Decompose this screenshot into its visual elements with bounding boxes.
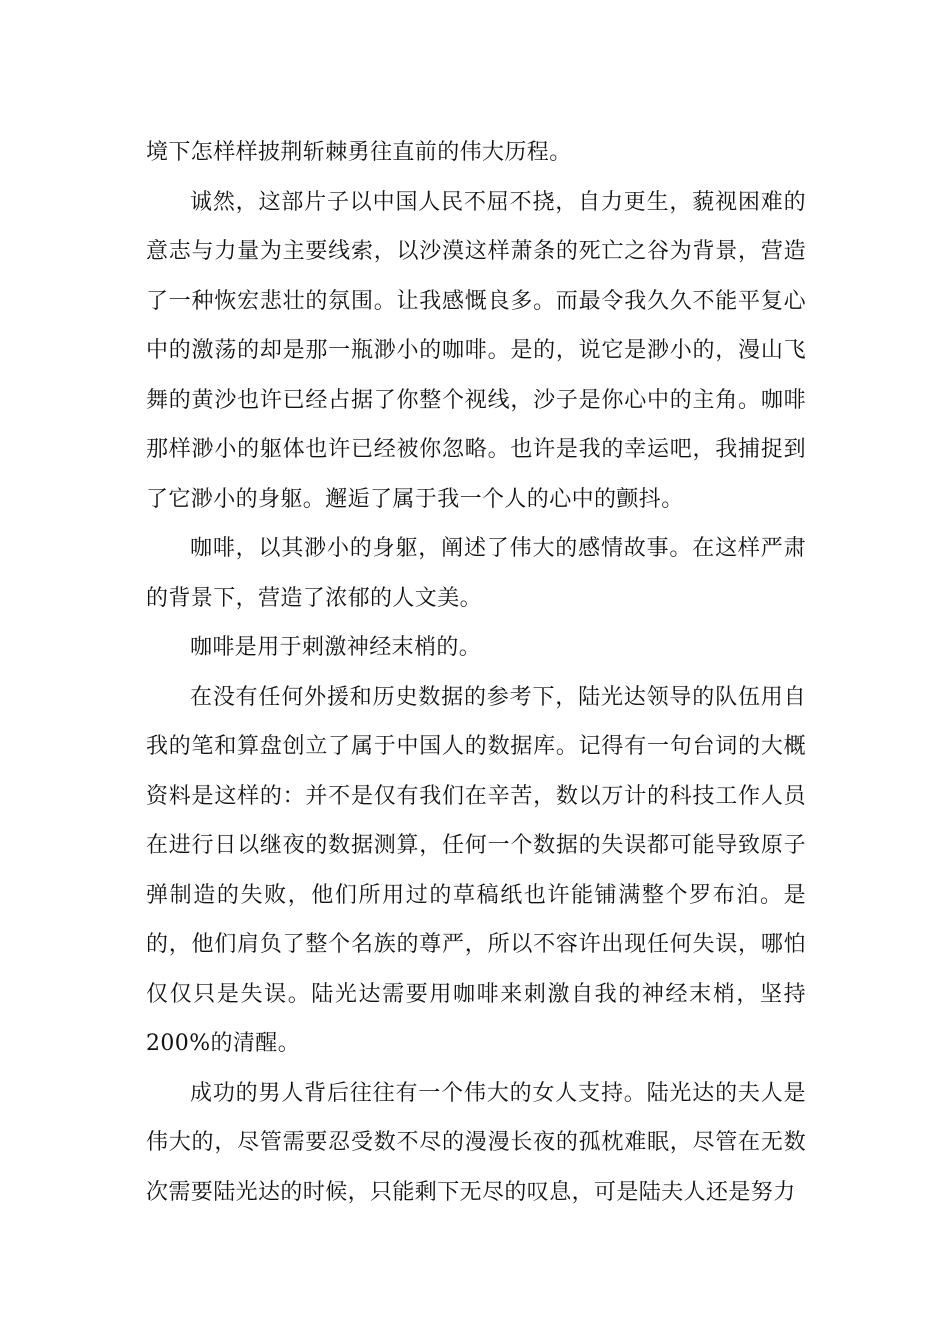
paragraph-3: 咖啡，以其渺小的身躯，阐述了伟大的感情故事。在这样严肃的背景下，营造了浓郁的人文美。 (146, 536, 806, 611)
paragraph-4: 咖啡是用于刺激神经末梢的。 (190, 635, 482, 660)
paragraph-2: 诚然，这部片子以中国人民不屈不挠，自力更生，藐视困难的意志与力量为主要线索，以沙漠这样萧条的死亡之谷为背景，营造了一种恢宏悲壮的氛围。让我感慨良多。而最令我久久不能平复心中的激荡的却是那一瓶渺小的咖啡。是的，说它是渺小的，漫山飞舞的黄沙也许已经占据了你整个视线，沙子是你心中的主角。咖啡那样渺小的躯体也许已经被你忽略。也许是我的幸运吧，我捕捉到了它渺小的身躯。邂逅了属于我一个人的心中的颤抖。 (146, 189, 806, 512)
document-body (146, 128, 806, 1217)
paragraph-5: 在没有任何外援和历史数据的参考下，陆光达领导的队伍用自我的笔和算盘创立了属于中国人的数据库。记得有一句台词的大概资料是这样的：并不是仅有我们在辛苦，数以万计的科技工作人员在进行日以继夜的数据测算，任何一个数据的失误都可能导致原子弹制造的失败，他们所用过的草稿纸也许能铺满整个罗布泊。是的，他们肩负了整个名族的尊严，所以不容许出现任何失误，哪怕仅仅只是失误。陆光达需要用咖啡来刺激自我的神经末梢，坚持 200%的清醒。 (146, 684, 806, 1056)
paragraph-6: 成功的男人背后往往有一个伟大的女人支持。陆光达的夫人是伟大的，尽管需要忍受数不尽的漫漫长夜的孤枕难眠，尽管在无数次需要陆光达的时候，只能剩下无尽的叹息，可是陆夫人还是努力 (146, 1080, 806, 1205)
paragraph-1: 境下怎样样披荆斩棘勇往直前的伟大历程。 (146, 140, 572, 165)
